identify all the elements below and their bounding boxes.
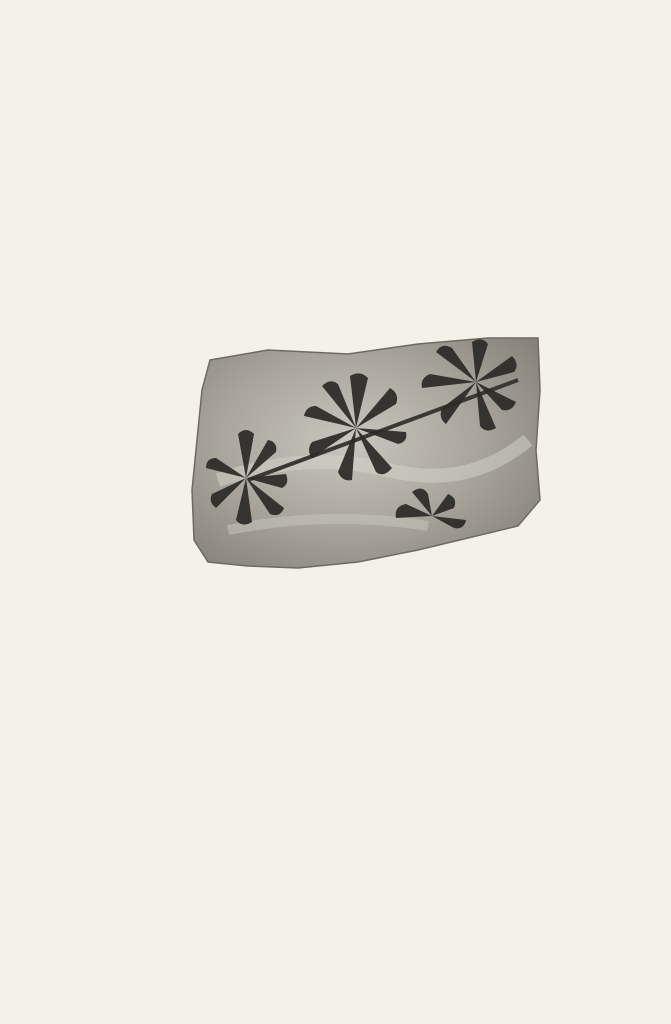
fossil-impression-image bbox=[188, 330, 544, 574]
fossil-figure bbox=[188, 330, 544, 574]
